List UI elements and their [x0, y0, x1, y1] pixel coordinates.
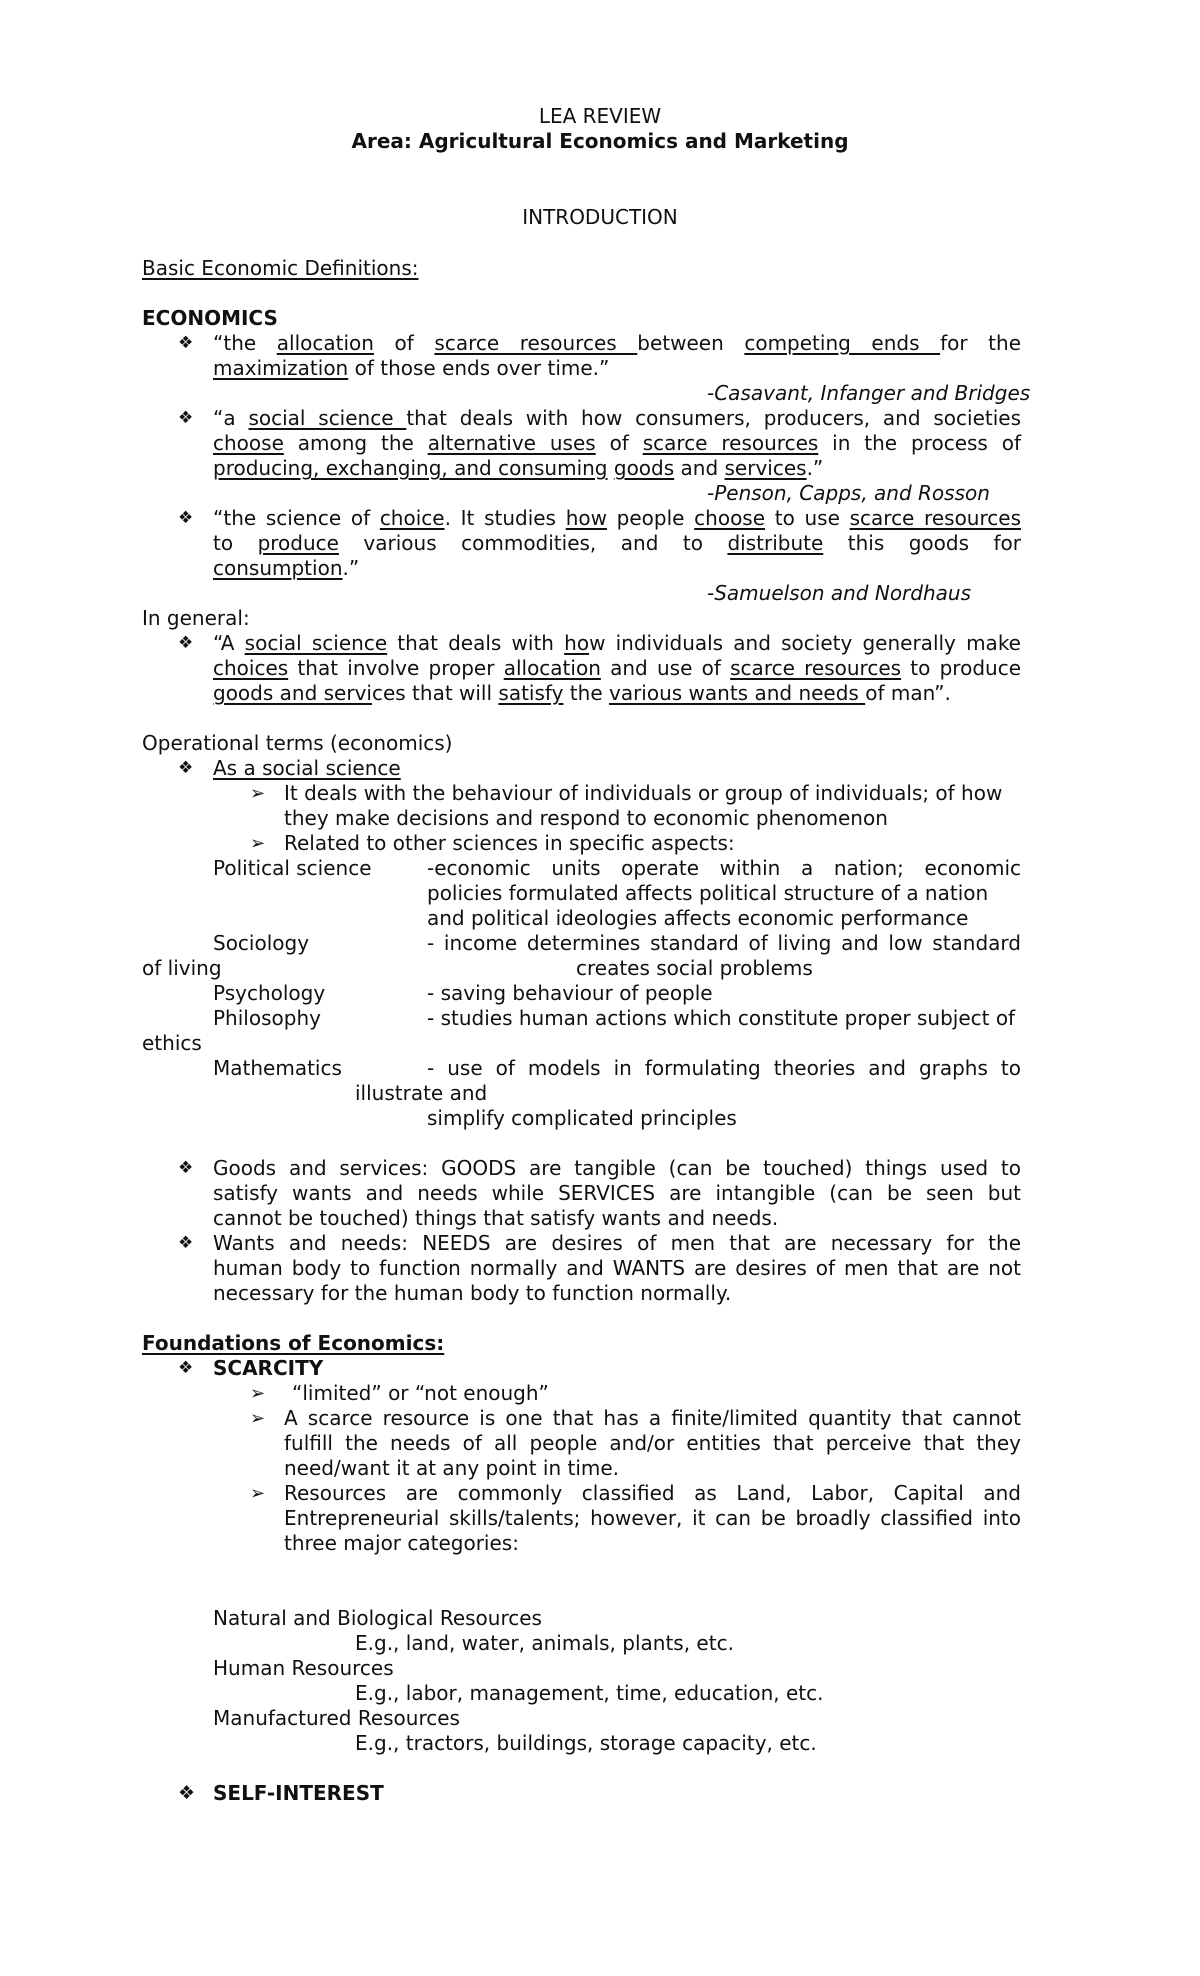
mathematics-text-3: simplify complicated principles: [427, 1106, 737, 1130]
sociology-text-2a: of living: [142, 956, 222, 980]
wants-line-3: necessary for the human body to function normally.: [213, 1281, 732, 1305]
arrow-icon: ➢: [250, 1483, 266, 1504]
in-general-label: In general:: [142, 606, 250, 630]
scarcity-heading: SCARCITY: [213, 1356, 324, 1380]
definition-1-attribution: -Casavant, Infanger and Bridges: [707, 381, 1031, 405]
manufactured-resources-label: Manufactured Resources: [213, 1706, 460, 1730]
bullet-icon: ❖: [178, 633, 194, 653]
arrow-icon: ➢: [250, 833, 266, 854]
bullet-icon: ❖: [178, 1782, 196, 1804]
bullet-icon: ❖: [178, 508, 194, 528]
political-science-label: Political science: [213, 856, 372, 880]
bullet-icon: ❖: [178, 1358, 194, 1378]
scarcity-point-2-line-1: A scarce resource is one that has a finite/limited quantity that cannot: [284, 1406, 1021, 1430]
goods-line-1: Goods and services: GOODS are tangible (can be touched) things used to: [213, 1156, 1021, 1180]
philosophy-label: Philosophy: [213, 1006, 321, 1030]
scarcity-point-2-line-3: need/want it at any point in time.: [284, 1456, 620, 1480]
sociology-label: Sociology: [213, 931, 310, 955]
self-interest-heading: SELF-INTEREST: [213, 1781, 384, 1805]
foundations-heading: Foundations of Economics:: [142, 1331, 445, 1355]
arrow-icon: ➢: [250, 1383, 266, 1404]
section-title: INTRODUCTION: [522, 205, 678, 229]
arrow-item-1-line-1: It deals with the behaviour of individuals or group of individuals; of how: [284, 781, 1003, 805]
manufactured-resources-example: E.g., tractors, buildings, storage capacity, etc.: [355, 1731, 817, 1755]
doc-title: LEA REVIEW: [538, 104, 662, 128]
scarcity-point-1: “limited” or “not enough”: [292, 1381, 549, 1405]
scarcity-point-3-line-1: Resources are commonly classified as Land, Labor, Capital and: [284, 1481, 1021, 1505]
definition-1-line-2: maximization of those ends over time.”: [213, 356, 610, 380]
definition-3-line-1: “the science of choice. It studies how people choose to use scarce resources: [213, 506, 1021, 530]
bullet-icon: ❖: [178, 1158, 194, 1178]
goods-line-3: cannot be touched) things that satisfy wants and needs.: [213, 1206, 779, 1230]
definition-3-line-2: to produce various commodities, and to distribute this goods for: [213, 531, 1021, 555]
natural-resources-label: Natural and Biological Resources: [213, 1606, 542, 1630]
wants-line-2: human body to function normally and WANTS are desires of men that are not: [213, 1256, 1021, 1280]
definition-1-line-1: “the allocation of scarce resources between competing ends for the: [213, 331, 1022, 355]
political-science-text-1: -economic units operate within a nation; economic: [427, 856, 1021, 880]
political-science-text-2: policies formulated affects political structure of a nation: [427, 881, 989, 905]
arrow-item-1-line-2: they make decisions and respond to economic phenomenon: [284, 806, 888, 830]
economics-term: ECONOMICS: [142, 306, 278, 330]
definition-2-line-3: producing, exchanging, and consuming goods and services.”: [213, 456, 824, 480]
scarcity-point-3-line-3: three major categories:: [284, 1531, 519, 1555]
sociology-text-1: - income determines standard of living and low standard: [427, 931, 1021, 955]
sociology-text-2b: creates social problems: [576, 956, 813, 980]
arrow-item-2: Related to other sciences in specific aspects:: [284, 831, 735, 855]
psychology-text: - saving behaviour of people: [427, 981, 713, 1005]
definition-2-attribution: -Penson, Capps, and Rosson: [707, 481, 990, 505]
definitions-heading: Basic Economic Definitions:: [142, 256, 419, 280]
operational-heading: Operational terms (economics): [142, 731, 453, 755]
bullet-icon: ❖: [178, 333, 194, 353]
mathematics-text-2: illustrate and: [355, 1081, 488, 1105]
general-definition-line-2: choices that involve proper allocation and use of scarce resources to produce: [213, 656, 1022, 680]
natural-resources-example: E.g., land, water, animals, plants, etc.: [355, 1631, 734, 1655]
wants-line-1: Wants and needs: NEEDS are desires of men that are necessary for the: [213, 1231, 1021, 1255]
definition-3-line-3: consumption.”: [213, 556, 360, 580]
definition-3-attribution: -Samuelson and Nordhaus: [707, 581, 972, 605]
definition-2-line-1: “a social science that deals with how consumers, producers, and societies: [213, 406, 1021, 430]
arrow-icon: ➢: [250, 1408, 266, 1429]
political-science-text-3: and political ideologies affects economic performance: [427, 906, 969, 930]
human-resources-example: E.g., labor, management, time, education, etc.: [355, 1681, 824, 1705]
general-definition-line-1: “A social science that deals with how individuals and society generally make: [213, 631, 1021, 655]
human-resources-label: Human Resources: [213, 1656, 394, 1680]
general-definition-line-3: goods and services that will satisfy the various wants and needs of man”.: [213, 681, 951, 705]
mathematics-label: Mathematics: [213, 1056, 342, 1080]
social-science-item: As a social science: [213, 756, 401, 780]
goods-line-2: satisfy wants and needs while SERVICES are intangible (can be seen but: [213, 1181, 1021, 1205]
psychology-label: Psychology: [213, 981, 326, 1005]
scarcity-point-3-line-2: Entrepreneurial skills/talents; however, it can be broadly classified into: [284, 1506, 1021, 1530]
philosophy-text-2: ethics: [142, 1031, 202, 1055]
doc-area: Area: Agricultural Economics and Marketing: [351, 129, 849, 153]
definition-2-line-2: choose among the alternative uses of scarce resources in the process of: [213, 431, 1021, 455]
bullet-icon: ❖: [178, 408, 194, 428]
bullet-icon: ❖: [178, 1233, 194, 1253]
mathematics-text-1: - use of models in formulating theories and graphs to: [427, 1056, 1021, 1080]
arrow-icon: ➢: [250, 783, 266, 804]
bullet-icon: ❖: [178, 758, 194, 778]
philosophy-text-1: - studies human actions which constitute proper subject of: [427, 1006, 1016, 1030]
scarcity-point-2-line-2: fulfill the needs of all people and/or entities that perceive that they: [284, 1431, 1021, 1455]
